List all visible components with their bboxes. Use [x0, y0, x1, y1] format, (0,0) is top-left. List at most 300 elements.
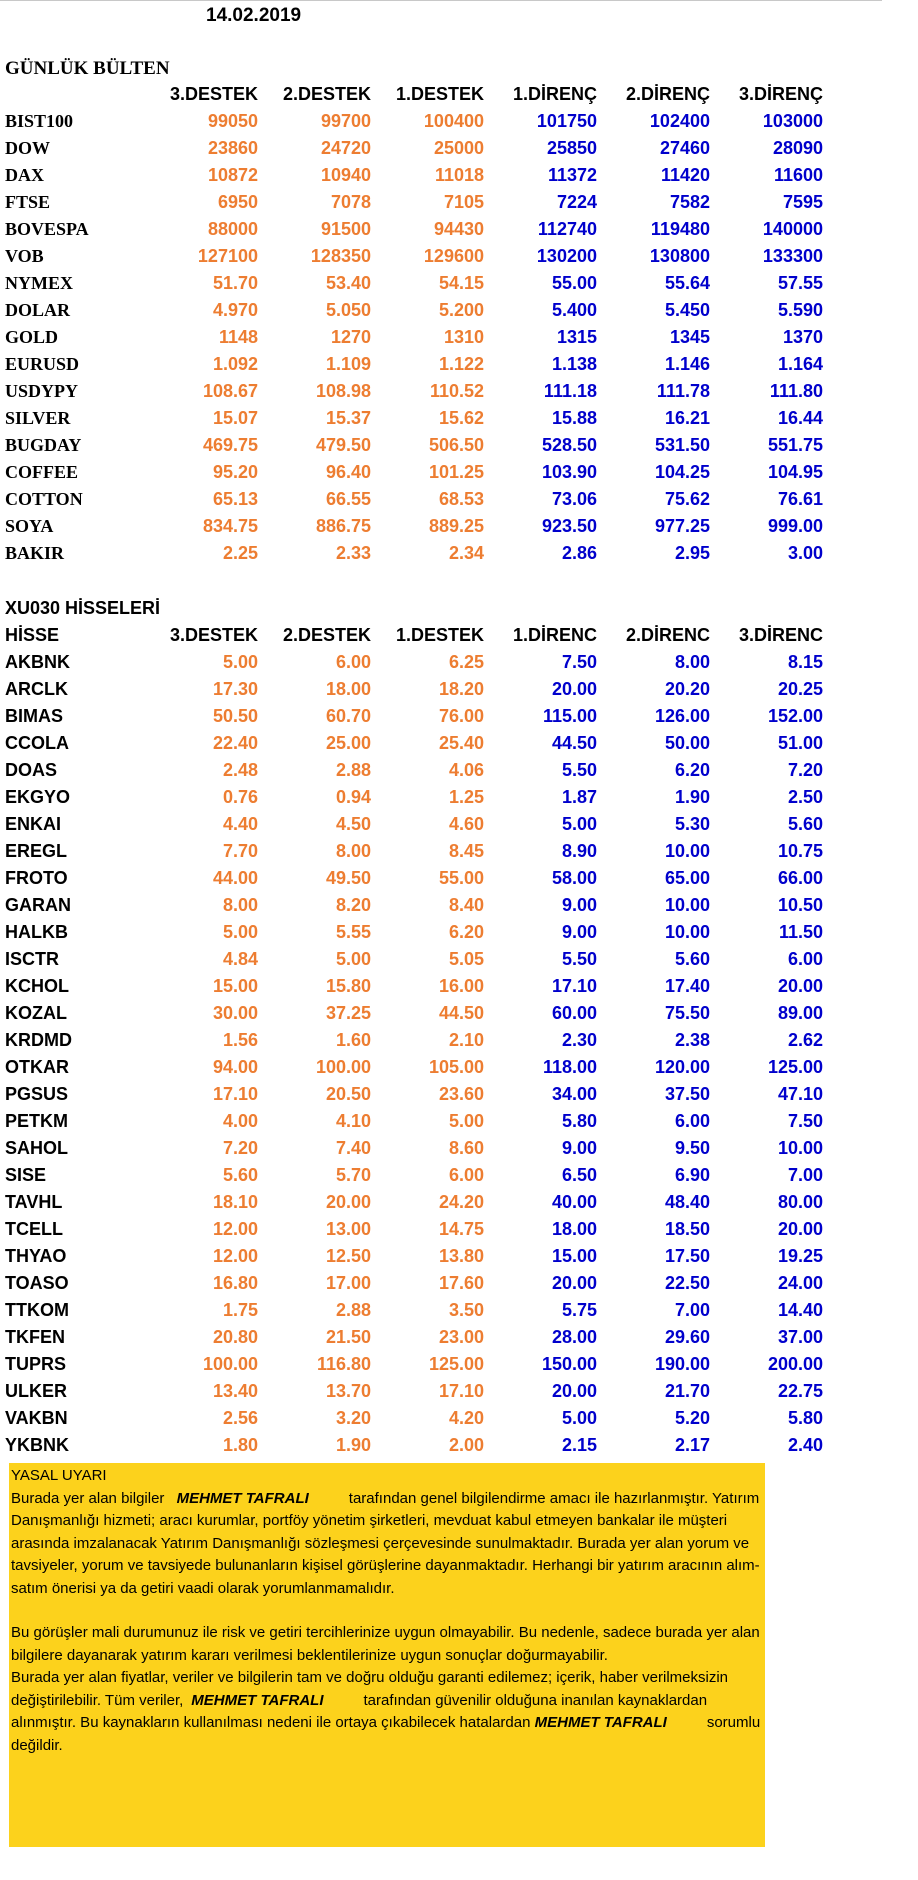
- resistance-value: 152.00: [767, 706, 823, 726]
- table-row: [5, 838, 823, 865]
- table-row: [5, 378, 823, 405]
- resistance-value: 126.00: [654, 706, 710, 726]
- instrument-name: TOASO: [5, 1273, 69, 1293]
- resistance-value: 11.50: [778, 922, 823, 942]
- resistance-value: 25850: [546, 138, 597, 158]
- resistance-value: 7595: [782, 192, 823, 212]
- resistance-value: 27460: [659, 138, 710, 158]
- support-value: 17.60: [438, 1273, 484, 1293]
- support-value: 108.67: [202, 381, 258, 401]
- resistance-value: 16.44: [777, 408, 823, 428]
- instrument-name: GOLD: [5, 327, 59, 347]
- resistance-value: 20.00: [777, 1219, 823, 1239]
- disclaimer-paragraph-1: [11, 1488, 763, 1601]
- disclaimer-text: Burada yer alan fiyatlar, veriler ve bilgilerin tam ve doğru olduğu garanti edilemez; içerik, haber verilmeksizin değiştirilebilir. Tüm veriler,: [11, 1669, 729, 1709]
- support-value: 17.10: [438, 1381, 484, 1401]
- support-value: 5.00: [335, 949, 371, 969]
- resistance-value: 16.21: [664, 408, 710, 428]
- resistance-value: 80.00: [777, 1192, 823, 1212]
- table-row: [5, 1405, 823, 1432]
- instrument-name: DOW: [5, 138, 50, 158]
- column-header: 1.DİRENC: [512, 625, 597, 645]
- resistance-value: 120.00: [654, 1057, 710, 1077]
- resistance-value: 3.00: [787, 543, 823, 563]
- resistance-value: 5.60: [787, 814, 823, 834]
- resistance-value: 103.90: [541, 462, 597, 482]
- resistance-value: 44.50: [551, 733, 597, 753]
- resistance-value: 104.95: [767, 462, 823, 482]
- resistance-value: 19.25: [777, 1246, 823, 1266]
- resistance-value: 2.15: [561, 1435, 597, 1455]
- bulletin-date: 14.02.2019: [206, 5, 302, 26]
- support-value: 13.40: [212, 1381, 258, 1401]
- support-value: 15.00: [212, 976, 258, 996]
- instrument-name: SOYA: [5, 516, 54, 536]
- resistance-value: 6.00: [674, 1111, 710, 1131]
- support-value: 4.06: [448, 760, 484, 780]
- support-value: 66.55: [325, 489, 371, 509]
- support-value: 5.050: [325, 300, 371, 320]
- resistance-value: 17.40: [664, 976, 710, 996]
- table-row: [5, 432, 823, 459]
- resistance-value: 11600: [773, 165, 823, 185]
- support-value: 1310: [443, 327, 484, 347]
- column-header: HİSSE: [5, 625, 60, 645]
- resistance-value: 55.00: [551, 273, 597, 293]
- support-value: 1.80: [222, 1435, 258, 1455]
- table-row: [5, 216, 823, 243]
- support-value: 18.20: [438, 679, 484, 699]
- header-row: [5, 622, 823, 649]
- table-row: [5, 865, 823, 892]
- support-value: 95.20: [212, 462, 258, 482]
- support-value: 2.00: [448, 1435, 484, 1455]
- resistance-value: 1370: [782, 327, 823, 347]
- support-value: 101.25: [428, 462, 484, 482]
- table-row: [5, 946, 823, 973]
- support-value: 16.80: [212, 1273, 258, 1293]
- support-value: 105.00: [428, 1057, 484, 1077]
- table-row: [5, 108, 823, 135]
- column-header: 2.DİRENC: [625, 625, 710, 645]
- column-header: 2.DİRENÇ: [625, 84, 710, 104]
- column-header: 3.DESTEK: [169, 84, 258, 104]
- legal-disclaimer: [9, 1463, 765, 1847]
- support-value: 4.20: [448, 1408, 484, 1428]
- resistance-value: 5.590: [777, 300, 823, 320]
- resistance-value: 55.64: [664, 273, 710, 293]
- support-value: 65.13: [212, 489, 258, 509]
- support-value: 30.00: [212, 1003, 258, 1023]
- table-row: [5, 811, 823, 838]
- resistance-value: 48.40: [664, 1192, 710, 1212]
- support-value: 51.70: [212, 273, 258, 293]
- support-value: 2.25: [222, 543, 258, 563]
- table-row: [5, 324, 823, 351]
- support-value: 44.00: [212, 868, 258, 888]
- support-value: 8.20: [335, 895, 371, 915]
- support-value: 8.00: [335, 841, 371, 861]
- instrument-name: EURUSD: [5, 354, 80, 374]
- resistance-value: 10.75: [777, 841, 823, 861]
- resistance-value: 6.50: [561, 1165, 597, 1185]
- instrument-name: ISCTR: [5, 949, 59, 969]
- support-value: 6.20: [448, 922, 484, 942]
- resistance-value: 21.70: [664, 1381, 710, 1401]
- resistance-value: 10.00: [664, 922, 710, 942]
- support-value: 23860: [207, 138, 258, 158]
- support-value: 60.70: [325, 706, 371, 726]
- resistance-value: 200.00: [767, 1354, 823, 1374]
- resistance-value: 10.00: [664, 841, 710, 861]
- table-row: [5, 459, 823, 486]
- support-value: 17.30: [212, 679, 258, 699]
- resistance-value: 130800: [649, 246, 710, 266]
- resistance-value: 5.80: [787, 1408, 823, 1428]
- instrument-name: EREGL: [5, 841, 68, 861]
- support-value: 17.00: [325, 1273, 371, 1293]
- support-value: 7.40: [335, 1138, 371, 1158]
- instrument-name: BIMAS: [5, 706, 63, 726]
- column-header: 3.DİRENÇ: [738, 84, 823, 104]
- support-value: 15.62: [438, 408, 484, 428]
- resistance-value: 6.00: [787, 949, 823, 969]
- resistance-value: 150.00: [541, 1354, 597, 1374]
- table-row: [5, 513, 823, 540]
- resistance-value: 7.20: [787, 760, 823, 780]
- disclaimer-text: Burada yer alan bilgiler: [11, 1489, 165, 1507]
- support-value: 1.75: [222, 1300, 258, 1320]
- table-row: [5, 757, 823, 784]
- support-value: 99700: [320, 111, 371, 131]
- resistance-value: 9.50: [674, 1138, 710, 1158]
- support-value: 25000: [433, 138, 484, 158]
- resistance-value: 15.88: [551, 408, 597, 428]
- support-value: 1.122: [438, 354, 484, 374]
- support-value: 7.20: [222, 1138, 258, 1158]
- table-row: [5, 1378, 823, 1405]
- support-value: 2.88: [335, 760, 371, 780]
- table-row: [5, 784, 823, 811]
- resistance-value: 999.00: [767, 516, 823, 536]
- resistance-value: 5.00: [561, 814, 597, 834]
- top-border: [0, 0, 882, 1]
- resistance-value: 104.25: [654, 462, 710, 482]
- resistance-value: 6.90: [674, 1165, 710, 1185]
- table-row: [5, 243, 823, 270]
- support-value: 20.00: [325, 1192, 371, 1212]
- support-value: 8.00: [222, 895, 258, 915]
- resistance-value: 2.95: [674, 543, 710, 563]
- support-value: 88000: [207, 219, 258, 239]
- support-value: 108.98: [315, 381, 371, 401]
- resistance-value: 57.55: [777, 273, 823, 293]
- disclaimer-text: tarafından güvenilir olduğuna inanılan kaynaklardan alınmıştır. Bu kaynakların kullanılması nedeni ile ortaya çıkabilecek hatalardan: [11, 1691, 708, 1731]
- resistance-value: 1.138: [551, 354, 597, 374]
- resistance-value: 8.15: [787, 652, 823, 672]
- resistance-value: 9.00: [561, 895, 597, 915]
- table-row: [5, 1162, 823, 1189]
- support-value: 2.10: [448, 1030, 484, 1050]
- support-value: 25.00: [325, 733, 371, 753]
- support-value: 7078: [330, 192, 371, 212]
- table-row: [5, 1135, 823, 1162]
- resistance-value: 2.86: [561, 543, 597, 563]
- support-value: 1.25: [448, 787, 484, 807]
- resistance-value: 977.25: [654, 516, 710, 536]
- resistance-value: 34.00: [551, 1084, 597, 1104]
- support-value: 3.20: [335, 1408, 371, 1428]
- resistance-value: 20.00: [777, 976, 823, 996]
- support-value: 5.00: [222, 922, 258, 942]
- instrument-name: BAKIR: [5, 543, 65, 563]
- support-value: 4.60: [448, 814, 484, 834]
- support-value: 22.40: [212, 733, 258, 753]
- support-value: 128350: [310, 246, 371, 266]
- table-row: [5, 189, 823, 216]
- table-row: [5, 270, 823, 297]
- resistance-value: 20.25: [777, 679, 823, 699]
- resistance-value: 111.18: [543, 381, 597, 401]
- support-value: 100.00: [202, 1354, 258, 1374]
- resistance-value: 133300: [762, 246, 823, 266]
- resistance-value: 1.90: [674, 787, 710, 807]
- support-value: 1148: [218, 327, 258, 347]
- support-value: 96.40: [325, 462, 371, 482]
- resistance-value: 5.20: [674, 1408, 710, 1428]
- table-row: [5, 540, 823, 567]
- support-value: 21.50: [325, 1327, 371, 1347]
- support-value: 7.70: [222, 841, 258, 861]
- instrument-name: VAKBN: [5, 1408, 68, 1428]
- resistance-value: 11420: [660, 165, 710, 185]
- resistance-value: 9.00: [561, 1138, 597, 1158]
- support-value: 4.00: [222, 1111, 258, 1131]
- resistance-value: 5.75: [561, 1300, 597, 1320]
- support-value: 469.75: [202, 435, 258, 455]
- resistance-value: 115.00: [542, 706, 597, 726]
- instrument-name: VOB: [5, 246, 44, 266]
- support-value: 76.00: [438, 706, 484, 726]
- author-name: MEHMET TAFRALI: [176, 1489, 309, 1507]
- table-row: [5, 730, 823, 757]
- resistance-value: 7224: [556, 192, 597, 212]
- author-name: MEHMET TAFRALI: [191, 1691, 324, 1709]
- instrument-name: PETKM: [5, 1111, 68, 1131]
- resistance-value: 8.00: [674, 652, 710, 672]
- instrument-name: CCOLA: [5, 733, 69, 753]
- resistance-value: 2.50: [787, 787, 823, 807]
- table-row: [5, 1027, 823, 1054]
- instrument-name: GARAN: [5, 895, 71, 915]
- support-value: 15.37: [325, 408, 371, 428]
- resistance-value: 8.90: [561, 841, 597, 861]
- resistance-value: 14.40: [777, 1300, 823, 1320]
- resistance-value: 6.20: [674, 760, 710, 780]
- column-header: 2.DESTEK: [282, 84, 371, 104]
- resistance-value: 130200: [536, 246, 597, 266]
- table-row: [5, 1324, 823, 1351]
- instrument-name: TCELL: [5, 1219, 63, 1239]
- disclaimer-text: sorumlu değildir.: [11, 1714, 761, 1754]
- table-row: [5, 892, 823, 919]
- instrument-name: ARCLK: [5, 679, 68, 699]
- resistance-value: 10.00: [777, 1138, 823, 1158]
- instrument-name: YKBNK: [5, 1435, 70, 1455]
- support-value: 4.50: [335, 814, 371, 834]
- resistance-value: 190.00: [654, 1354, 710, 1374]
- table-row: [5, 1189, 823, 1216]
- resistance-value: 7.50: [561, 652, 597, 672]
- support-value: 125.00: [428, 1354, 484, 1374]
- resistance-value: 22.50: [664, 1273, 710, 1293]
- xu030-title: XU030 HİSSELERİ: [5, 598, 161, 618]
- support-value: 5.00: [222, 652, 258, 672]
- support-value: 2.48: [222, 760, 258, 780]
- support-value: 15.07: [212, 408, 258, 428]
- resistance-value: 75.50: [664, 1003, 710, 1023]
- support-value: 24.20: [438, 1192, 484, 1212]
- resistance-value: 47.10: [777, 1084, 823, 1104]
- support-value: 100400: [423, 111, 484, 131]
- support-value: 17.10: [212, 1084, 258, 1104]
- support-value: 1.90: [335, 1435, 371, 1455]
- resistance-value: 10.50: [777, 895, 823, 915]
- support-value: 2.56: [222, 1408, 258, 1428]
- table-row: [5, 649, 823, 676]
- author-name: MEHMET TAFRALI: [534, 1714, 667, 1731]
- support-value: 1.60: [335, 1030, 371, 1050]
- support-value: 2.33: [335, 543, 371, 563]
- table-row: [5, 703, 823, 730]
- table-row: [5, 135, 823, 162]
- support-value: 53.40: [325, 273, 371, 293]
- instrument-name: TUPRS: [5, 1354, 67, 1374]
- support-value: 506.50: [428, 435, 484, 455]
- column-header: 1.DESTEK: [395, 84, 484, 104]
- disclaimer-title: YASAL UYARI: [11, 1467, 107, 1484]
- resistance-value: 22.75: [777, 1381, 823, 1401]
- resistance-value: 5.50: [561, 949, 597, 969]
- resistance-value: 9.00: [561, 922, 597, 942]
- support-value: 1270: [330, 327, 371, 347]
- column-header: 3.DİRENC: [738, 625, 823, 645]
- resistance-value: 118.00: [542, 1057, 597, 1077]
- support-value: 886.75: [315, 516, 371, 536]
- table-row: [5, 919, 823, 946]
- instrument-name: TKFEN: [5, 1327, 65, 1347]
- resistance-value: 11372: [547, 165, 597, 185]
- support-value: 14.75: [438, 1219, 484, 1239]
- support-value: 94.00: [212, 1057, 258, 1077]
- table-row: [5, 405, 823, 432]
- support-value: 12.50: [325, 1246, 371, 1266]
- table-row: [5, 1216, 823, 1243]
- resistance-value: 2.38: [674, 1030, 710, 1050]
- instrument-name: HALKB: [5, 922, 68, 942]
- resistance-value: 1.87: [561, 787, 597, 807]
- resistance-value: 7582: [669, 192, 710, 212]
- support-value: 100.00: [315, 1057, 371, 1077]
- support-value: 4.10: [335, 1111, 371, 1131]
- support-value: 3.50: [448, 1300, 484, 1320]
- support-value: 11018: [434, 165, 484, 185]
- support-value: 99050: [207, 111, 258, 131]
- resistance-value: 102400: [649, 111, 710, 131]
- instrument-name: BIST100: [5, 111, 74, 131]
- resistance-value: 101750: [536, 111, 597, 131]
- column-header: [5, 81, 145, 108]
- support-value: 4.970: [212, 300, 258, 320]
- support-value: 44.50: [438, 1003, 484, 1023]
- support-value: 54.15: [438, 273, 484, 293]
- resistance-value: 2.17: [674, 1435, 710, 1455]
- instrument-name: PGSUS: [5, 1084, 69, 1104]
- column-header: 1.DESTEK: [395, 625, 484, 645]
- resistance-value: 111.80: [769, 381, 823, 401]
- resistance-value: 75.62: [664, 489, 710, 509]
- table-row: [5, 486, 823, 513]
- support-value: 49.50: [325, 868, 371, 888]
- resistance-value: 20.00: [551, 679, 597, 699]
- resistance-value: 37.00: [777, 1327, 823, 1347]
- instrument-name: ENKAI: [5, 814, 62, 834]
- instrument-name: FROTO: [5, 868, 68, 888]
- table-row: [5, 162, 823, 189]
- instrument-name: EKGYO: [5, 787, 71, 807]
- table-row: [5, 1297, 823, 1324]
- table-row: [5, 1243, 823, 1270]
- instrument-name: OTKAR: [5, 1057, 69, 1077]
- resistance-value: 29.60: [664, 1327, 710, 1347]
- instrument-name: THYAO: [5, 1246, 67, 1266]
- resistance-value: 18.00: [551, 1219, 597, 1239]
- support-value: 1.092: [212, 354, 258, 374]
- resistance-value: 2.62: [787, 1030, 823, 1050]
- table-row: [5, 1270, 823, 1297]
- resistance-value: 103000: [762, 111, 823, 131]
- support-value: 2.34: [448, 543, 484, 563]
- resistance-value: 15.00: [551, 1246, 597, 1266]
- support-value: 6.00: [448, 1165, 484, 1185]
- support-value: 94430: [433, 219, 484, 239]
- support-value: 1.56: [222, 1030, 258, 1050]
- support-value: 5.05: [448, 949, 484, 969]
- resistance-value: 5.50: [561, 760, 597, 780]
- support-value: 23.00: [438, 1327, 484, 1347]
- instrument-name: ULKER: [5, 1381, 67, 1401]
- table-row: [5, 297, 823, 324]
- instrument-name: KRDMD: [5, 1030, 72, 1050]
- support-value: 479.50: [315, 435, 371, 455]
- instrument-name: DAX: [5, 165, 44, 185]
- resistance-value: 923.50: [541, 516, 597, 536]
- column-header: 2.DESTEK: [282, 625, 371, 645]
- resistance-value: 40.00: [551, 1192, 597, 1212]
- support-value: 7105: [443, 192, 484, 212]
- support-value: 13.80: [438, 1246, 484, 1266]
- resistance-value: 20.00: [551, 1273, 597, 1293]
- support-value: 13.70: [325, 1381, 371, 1401]
- table-row: [5, 676, 823, 703]
- disclaimer-paragraph-2: Bu görüşler mali durumunuz ile risk ve getiri tercihlerinize uygun olmayabilir. Bu nedenle, sadece burada yer alan bilgilere dayanarak yatırım kararı verilmesi beklentilerinize uygun sonuçlar doğurmayabilir.: [11, 1624, 760, 1664]
- resistance-value: 5.30: [674, 814, 710, 834]
- resistance-value: 2.40: [787, 1435, 823, 1455]
- disclaimer-text: tarafından genel bilgilendirme amacı ile hazırlanmıştır. Yatırım Danışmanlığı hizmeti; aracı kurumlar, portföy yönetim şirketleri, mevduat kabul etmeyen bankalar ile müşteri arasında imzalanacak Yatırım Danışmanlığı sözleşmesi çerçevesinde sunulmaktadır. Burada yer alan yorum ve tavsiyeler, yorum ve tavsiyede bulunanların kişisel görüşlerine dayanmaktadır. Herhangi bir yatırım aracının alım-satım önerisi ya da getiri vaadi olarak yorumlanmamalıdır.: [11, 1489, 760, 1597]
- support-value: 15.80: [325, 976, 371, 996]
- resistance-value: 5.400: [551, 300, 597, 320]
- support-value: 6.25: [448, 652, 484, 672]
